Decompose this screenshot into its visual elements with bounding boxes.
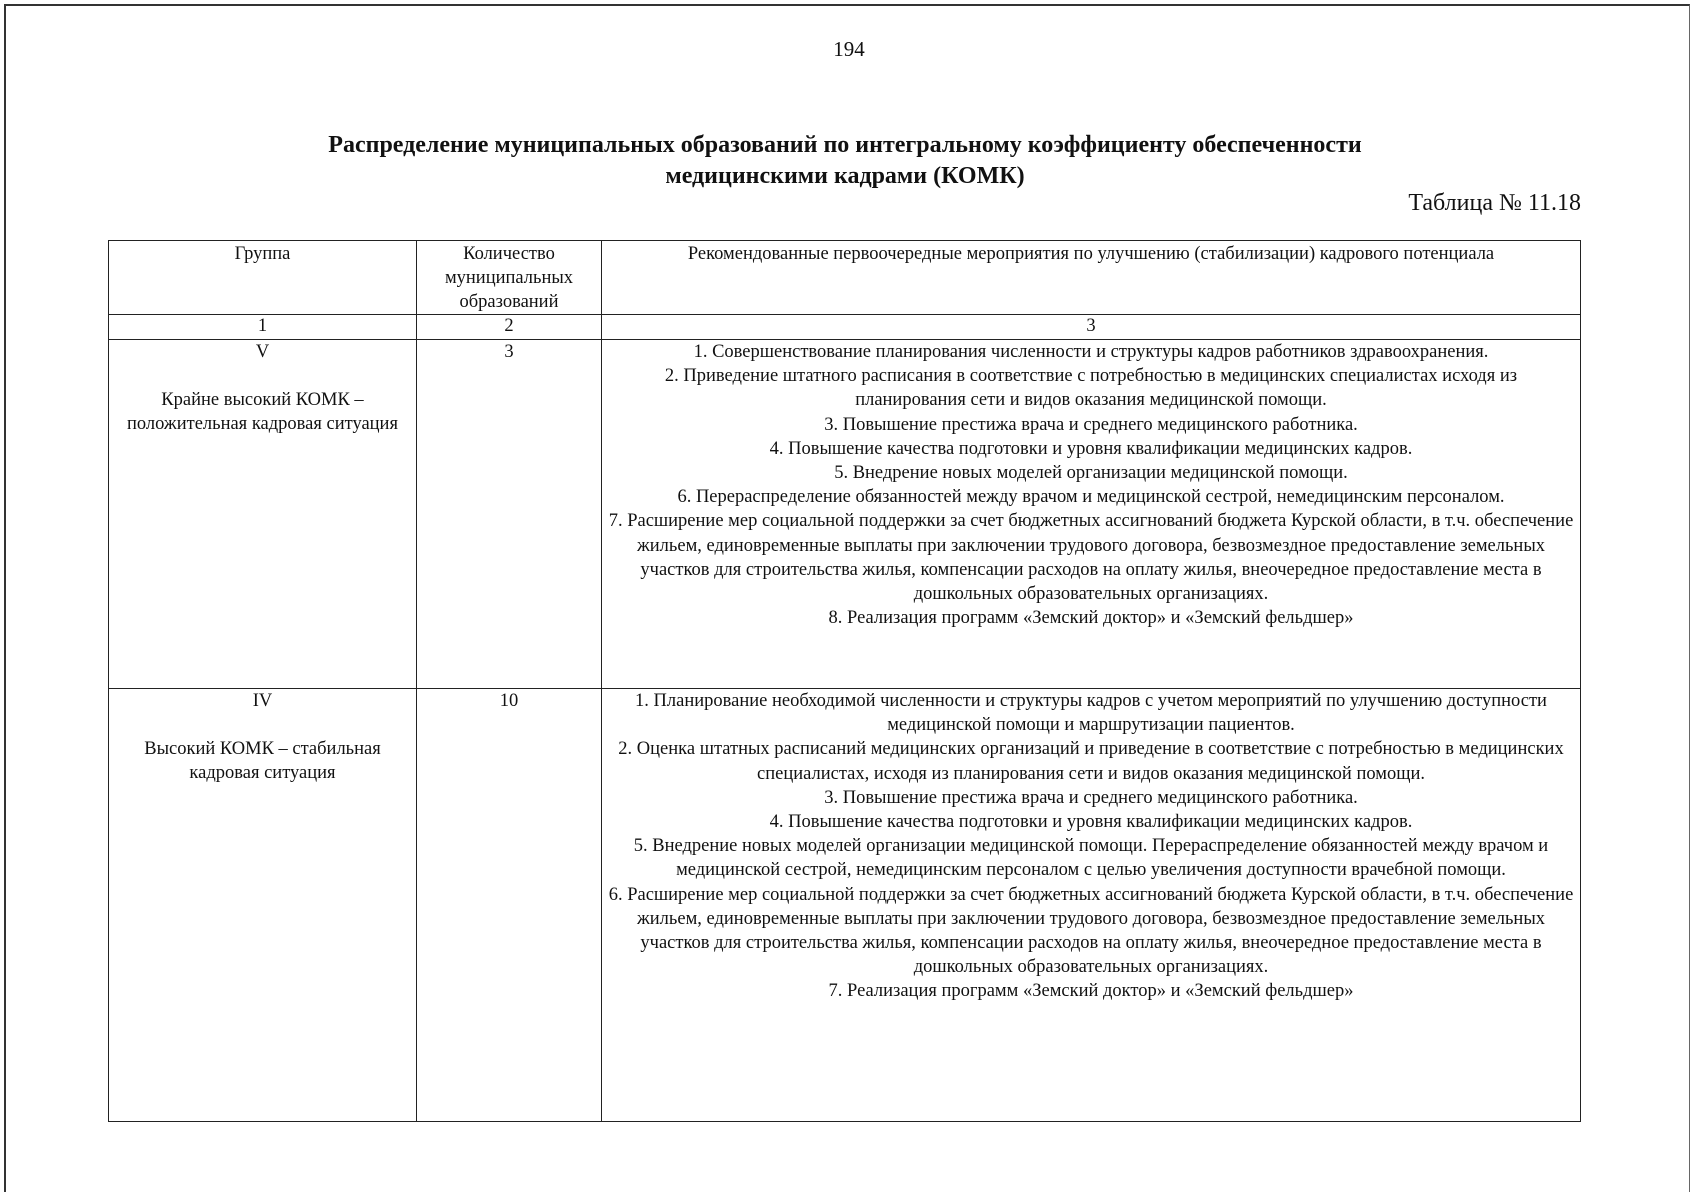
page-number: 194 — [833, 37, 865, 61]
group-description: Высокий КОМК – стабильная кадровая ситуация — [144, 739, 381, 784]
measure-item: 1. Совершенствование планирования численности и структуры кадров работников здравоохранения. — [693, 342, 1489, 362]
column-number-row — [109, 315, 1581, 340]
measures-cell — [602, 340, 1581, 689]
document-title — [200, 130, 1490, 192]
document-title-line-1: Распределение муниципальных образований по интегральному коэффициенту обеспеченности — [328, 132, 1362, 158]
municipality-count: 10 — [417, 689, 602, 1122]
header-group: Группа — [109, 241, 417, 315]
measure-item: 7. Реализация программ «Земский доктор» и «Земский фельдшер» — [828, 981, 1354, 1002]
header-count: Количество муниципальных образований — [417, 241, 602, 315]
measure-item: 6. Перераспределение обязанностей между врачом и медицинской сестрой, немедицинским персоналом. — [677, 487, 1505, 508]
measure-item: 3. Повышение престижа врача и среднего медицинского работника. — [824, 414, 1358, 435]
measure-item: 2. Приведение штатного расписания в соответствие с потребностью в медицинских специалистах исходя из планирования сети и видов оказания медицинской помощи. — [664, 366, 1518, 411]
measure-item: 2. Оценка штатных расписаний медицинских организаций и приведение в соответствие с потребностью в медицинских специалистах, исходя из планирования сети и видов оказания медицинской помощи. — [618, 739, 1564, 784]
table-row-group-v — [109, 340, 1581, 689]
document-title-line-2: медицинскими кадрами (КОМК) — [665, 163, 1025, 189]
column-number-2: 2 — [417, 315, 602, 340]
table-row-group-iv — [109, 689, 1581, 1122]
municipality-count: 3 — [417, 340, 602, 689]
group-roman: IV — [252, 691, 273, 711]
group-cell — [109, 340, 417, 689]
measure-item: 1. Планирование необходимой численности и структуры кадров с учетом мероприятий по улучшению доступности медицинской помощи и маршрутизации пациентов. — [635, 691, 1547, 736]
measures-cell — [602, 689, 1581, 1122]
measure-item: 3. Повышение престижа врача и среднего медицинского работника. — [824, 787, 1358, 808]
measure-item: 4. Повышение качества подготовки и уровня квалификации медицинских кадров. — [769, 438, 1413, 459]
group-roman: V — [255, 342, 270, 362]
measure-item: 5. Внедрение новых моделей организации медицинской помощи. — [834, 463, 1348, 484]
komk-table — [108, 240, 1581, 1122]
measure-item: 6. Расширение мер социальной поддержки за счет бюджетных ассигнований бюджета Курской области, в т.ч. обеспечение жильем, единовременные выплаты при заключении трудового договора, безвозмездное предоставление земельных участков для строительства жилья, компенсации расходов на оплату жилья, внеочередное предоставление места в дошкольных образовательных организациях. — [608, 884, 1574, 978]
table-header-row — [109, 241, 1581, 315]
group-cell — [109, 689, 417, 1122]
measure-item: 8. Реализация программ «Земский доктор» и «Земский фельдшер» — [828, 608, 1354, 629]
table-number: Таблица № 11.18 — [1408, 190, 1581, 216]
header-measures: Рекомендованные первоочередные мероприятия по улучшению (стабилизации) кадрового потенциала — [602, 241, 1581, 315]
measure-item: 5. Внедрение новых моделей организации медицинской помощи. Перераспределение обязанностей между врачом и медицинской сестрой, немедицинским персоналом с целью увеличения доступности врачебной помощи. — [633, 836, 1549, 881]
column-number-1: 1 — [109, 315, 417, 340]
group-description: Крайне высокий КОМК – положительная кадровая ситуация — [127, 390, 398, 435]
column-number-3: 3 — [602, 315, 1581, 340]
measure-item: 4. Повышение качества подготовки и уровня квалификации медицинских кадров. — [769, 812, 1413, 833]
measure-item: 7. Расширение мер социальной поддержки за счет бюджетных ассигнований бюджета Курской области, в т.ч. обеспечение жильем, единовременные выплаты при заключении трудового договора, безвозмездное предоставление земельных участков для строительства жилья, компенсации расходов на оплату жилья, внеочередное предоставление места в дошкольных образовательных организациях. — [608, 511, 1574, 605]
